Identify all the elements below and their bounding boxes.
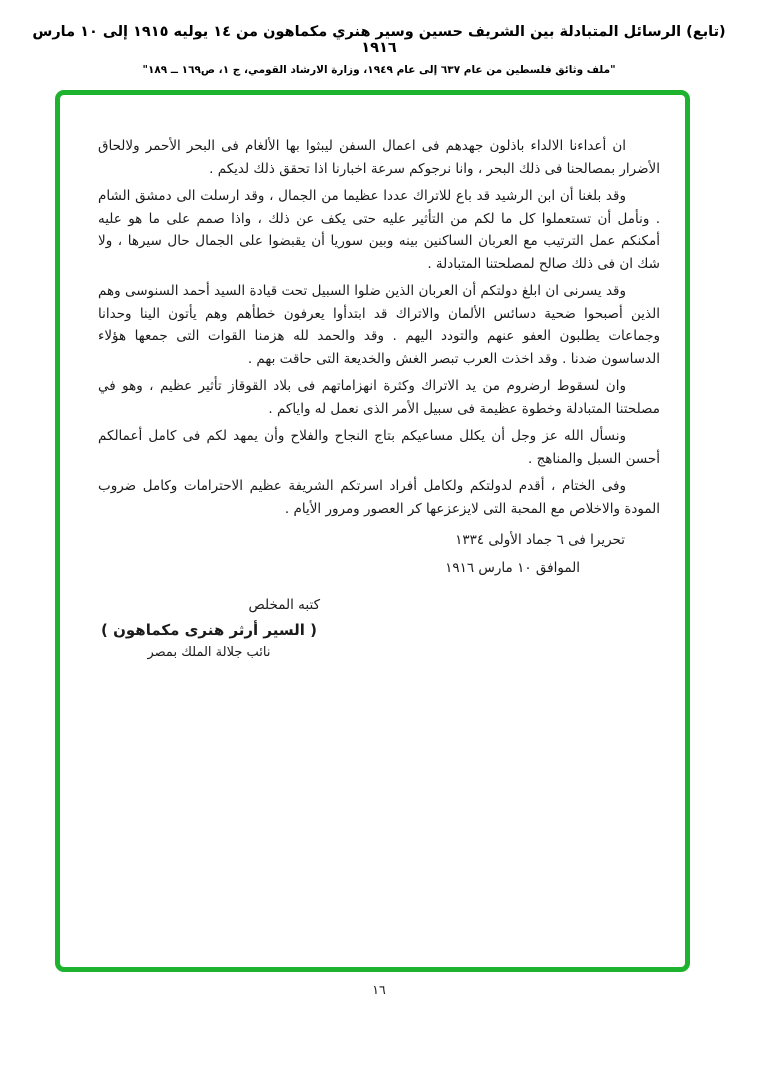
letter-body <box>98 135 660 664</box>
letter-paragraph-5: ونسأل الله عز وجل أن يكلل مساعيكم بتاج النجاح والفلاح وأن يمهد لكم فى كامل أعمالكم أحسن السبل والمناهج . <box>98 428 660 467</box>
signature-closing: كتبه المخلص <box>248 597 320 613</box>
document-source-caption: "ملف وثائق فلسطين من عام ٦٣٧ إلى عام ١٩٤٩، وزارة الارشاد القومي، ج ١، ص١٦٩ ــ ١٨٩" <box>142 64 616 76</box>
date-gregorian: الموافق ١٠ مارس ١٩١٦ <box>445 560 580 576</box>
page-number: ١٦ <box>372 982 386 997</box>
signature-title: نائب جلالة الملك بمصر <box>147 645 271 660</box>
letter-paragraph-3: وقد يسرنى ان ابلغ دولتكم أن العربان الذين ضلوا السبيل تحت قيادة السيد أحمد السنوسى وهم الذين أصبحوا ضحية دسائس الألمان والاتراك قد ابتدأوا يعرفون خطأهم وهم يأتون الينا وحدانا وجماعات يطلبون العفو عنهم والتودد اليهم . وقد والحمد لله هزمنا القوات التى جمعها هؤلاء الدساسون ضدنا . وقد اخذت العرب تبصر الغش والخديعة التى حاقت بهم . <box>98 283 660 367</box>
letter-paragraph-1: ان أعداءنا الالداء باذلون جهدهم فى اعمال السفن ليبثوا بها الألغام فى البحر الأحمر ولالحاق الأضرار بمصالحنا فى ذلك البحر ، وانا نرجوكم سرعة اخبارنا اذا تحقق ذلك لديكم . <box>98 138 660 177</box>
document-title: (تابع) الرسائل المتبادلة بين الشريف حسين وسير هنري مكماهون من ١٤ يوليه ١٩١٥ إلى ١٠ مارس ١٩١٦ <box>32 24 726 56</box>
letter-paragraph-2: وقد بلغنا أن ابن الرشيد قد باع للاتراك عددا عظيما من الجمال ، وقد ارسلت الى دمشق الشام . ونأمل أن تستعملوا كل ما لكم من التأثير عليه حتى يكف عن ذلك ، واذا صمم على ما هو عليه أمكنكم عمل الترتيب مع العربان الساكنين بينه وبين سوريا أن يقبضوا على الجمال حال سيرها ، ولا شك ان فى ذلك صالح لمصلحتنا المتبادلة . <box>98 188 660 272</box>
letter-frame <box>55 90 690 972</box>
letter-paragraph-4: وان لسقوط ارضروم من يد الاتراك وكثرة انهزاماتهم فى بلاد القوقاز تأثير عظيم ، وهو في مصلحتنا المتبادلة وخطوة عظيمة فى سبيل الأمر الذى نعمل له واياكم . <box>98 378 660 417</box>
page-header <box>0 24 758 76</box>
letter-paragraph-6: وفى الختام ، أقدم لدولتكم ولكامل أفراد اسرتكم الشريفة عظيم الاحترامات وكامل ضروب المودة والاخلاص مع المحبة التى لايزعزعها كر العصور ومرور الأيام . <box>98 478 660 517</box>
signature-name: ( السير أرثر هنرى مكماهون ) <box>101 621 317 639</box>
signature-block <box>98 594 320 664</box>
date-hijri: تحريرا فى ٦ جماد الأولى ١٣٣٤ <box>455 532 625 548</box>
